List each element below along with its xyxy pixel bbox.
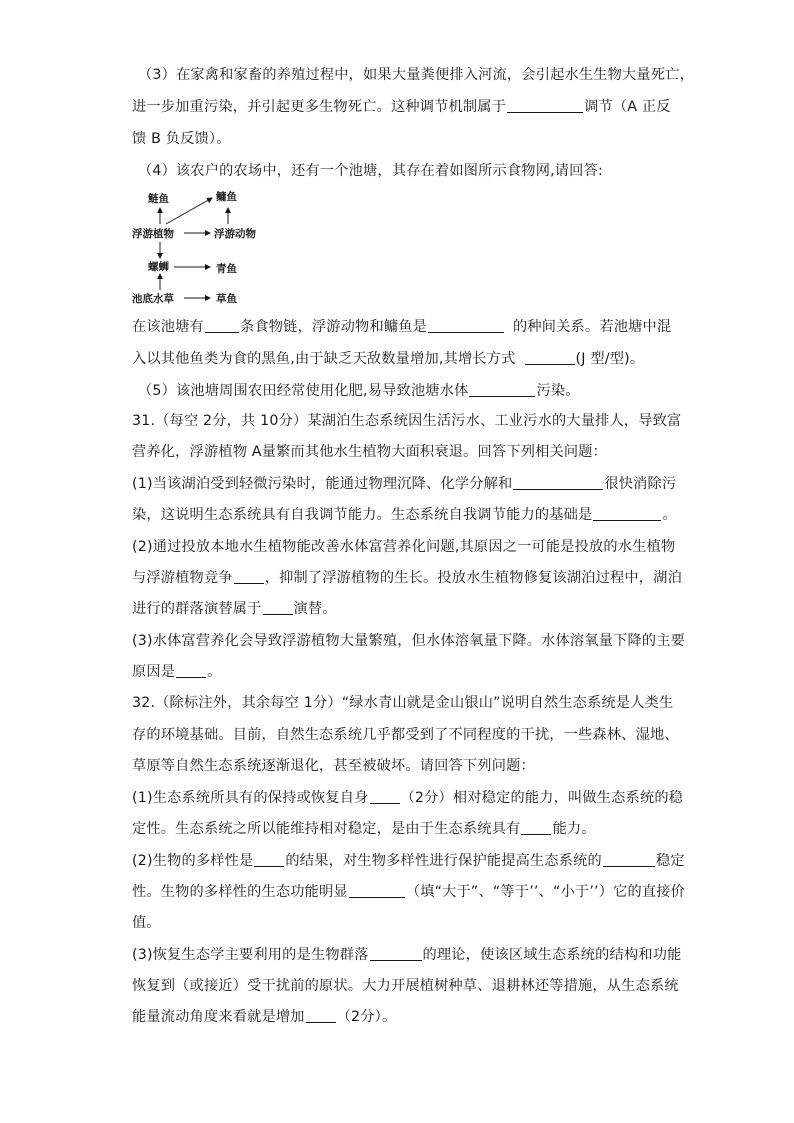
q31-p3-line-2 [132, 663, 222, 681]
q4-text-2a: 入以其他鱼类为食的黑鱼,由于缺乏天敌数量增加,其增长方式 [132, 351, 516, 367]
q31-line-1 [132, 412, 681, 430]
q31-p3-line-1 [132, 632, 685, 650]
q32-line-2 [132, 726, 679, 744]
q32-text-3: 草原等自然生态系统逐渐退化，甚至被破坏。请回答下列问题： [132, 758, 535, 774]
organism-fuyouzhiwu: 浮游植物 [132, 228, 174, 240]
q31-p1-line-1 [132, 475, 676, 493]
q4-line-1 [132, 318, 671, 336]
q32-p2-line-1 [132, 852, 685, 870]
q4-text-1b: 条食物链，浮游动物和鳙鱼是 [239, 319, 427, 335]
q32-text-p2-1b: 的结果，对生物多样性进行保护能提高生态系统的 [285, 853, 602, 869]
answer-blank[interactable] [428, 318, 504, 333]
q31-p2-line-3 [132, 600, 337, 618]
q32-text-p3-2: 恢复到（或接近）受干扰前的原状。大力开展植树种草、退耕林还等措施，从生态系统 [132, 978, 679, 994]
q31-text-p2-3a: 进行的群落演替属于 [132, 601, 262, 617]
q31-text-p3-1: (3)水体富营养化会导致浮游植物大量繁殖，但水体溶氧量下降。水体溶氧量下降的主要 [132, 633, 686, 649]
q31-p1-line-2 [132, 506, 677, 524]
answer-blank[interactable] [306, 1008, 336, 1023]
q32-p1-line-2 [132, 820, 596, 838]
answer-blank[interactable] [513, 475, 603, 490]
answer-blank[interactable] [205, 318, 239, 333]
q3-line-2 [132, 98, 671, 116]
organism-fuyoudongwu: 浮游动物 [214, 228, 256, 240]
answer-blank[interactable] [521, 820, 551, 835]
organism-yongyu: 鳙鱼 [216, 191, 237, 203]
q31-text-p3-2b: 。 [207, 664, 222, 680]
q32-text-p2-2b: （填“大于”、“等于’’、“小于’’）它的直接价 [405, 884, 686, 900]
answer-blank[interactable] [469, 382, 535, 397]
q31-p2-line-1 [132, 538, 675, 556]
q32-line-3 [132, 757, 535, 775]
answer-blank[interactable] [349, 883, 405, 898]
q32-p3-line-2 [132, 977, 679, 995]
q31-text-1: 31.（每空 2分，共 10分）某湖泊生态系统因生活污水、工业污水的大量排人，导致富 [132, 413, 682, 429]
answer-blank[interactable] [603, 852, 655, 867]
answer-blank[interactable] [370, 789, 400, 804]
answer-blank[interactable] [507, 98, 583, 113]
q31-text-2: 营养化，浮游植物 A量繁而其他水生植物大面积衰退。回答下列相关问题： [132, 444, 608, 460]
q31-text-p3-2a: 原因是 [132, 664, 176, 680]
q32-text-p2-1a: (2)生物的多样性是 [132, 853, 254, 869]
answer-blank[interactable] [254, 852, 284, 867]
q32-text-p1-2a: 定性。生态系统之所以能维持相对稳定，是由于生态系统具有 [132, 821, 521, 837]
q32-line-1 [132, 694, 673, 712]
answer-blank[interactable] [263, 600, 293, 615]
q32-text-p3-1a: (3)恢复生态学主要利用的是生物群落 [132, 947, 369, 963]
organism-chidishuicao: 池底水草 [132, 293, 174, 305]
q3-text-3: 馈 B 负反馈）。 [132, 131, 231, 147]
answer-blank[interactable] [593, 506, 661, 521]
q5-line-1 [138, 382, 580, 400]
q32-text-p3-1b: 的理论，使该区域生态系统的结构和功能 [422, 947, 682, 963]
q4-intro-text: （4）该农户的农场中，还有一个池塘，其存在着如图所示食物网,请回答: [138, 163, 603, 179]
q32-p3-line-1 [132, 946, 682, 964]
q3-text-1: （3）在家禽和家畜的养殖过程中，如果大量粪便排入河流，会引起水生生物大量死亡， [138, 67, 694, 83]
answer-blank[interactable] [370, 946, 422, 961]
q32-text-1: 32.（除标注外，其余每空 1分）“绿水青山就是金山银山”说明自然生态系统是人类生 [132, 695, 674, 711]
q31-text-p2-2a: 与浮游植物竞争 [132, 570, 233, 586]
q31-text-p1-2b: 。 [662, 507, 677, 523]
q4-text-2b: (J 型/型)。 [575, 351, 645, 367]
q32-text-2: 存的环境基础。目前，自然生态系统几乎都受到了不同程度的干扰，一些森林、湿地、 [132, 727, 679, 743]
q31-p2-line-2 [132, 569, 682, 587]
arrow-phyto-to-yongyu [166, 198, 212, 224]
q31-text-p2-3b: 演替。 [293, 601, 337, 617]
organism-qingyu: 青鱼 [216, 263, 237, 275]
answer-blank[interactable] [176, 663, 206, 678]
q32-p2-line-3 [132, 914, 161, 932]
food-web-diagram [130, 186, 270, 308]
q32-p1-line-1 [132, 789, 683, 807]
q3-line-1 [138, 66, 694, 84]
q5-text-1a: （5）该池塘周围农田经常使用化肥,易导致池塘水体 [138, 383, 469, 399]
q31-text-p1-1b: 很快消除污 [604, 476, 677, 492]
q4-line-2 [132, 350, 644, 368]
q32-text-p1-2b: 能力。 [552, 821, 596, 837]
q4-text-1c: 的种间关系。若池塘中混 [513, 319, 672, 335]
q32-text-p2-2a: 性。生物的多样性的生态功能明显 [132, 884, 348, 900]
q5-text-1b: 污染。 [536, 383, 580, 399]
q31-text-p1-2a: 染，这说明生态系统具有自我调节能力。生态系统自我调节能力的基础是 [132, 507, 593, 523]
q31-text-p1-1a: (1)当该湖泊受到轻微污染时，能通过物理沉降、化学分解和 [132, 476, 513, 492]
organism-caoyu: 草鱼 [216, 293, 237, 305]
q32-text-p2-3: 值。 [132, 915, 161, 931]
answer-blank[interactable] [234, 569, 264, 584]
q32-text-p1-1a: (1)生态系统所具有的保持或恢复自身 [132, 790, 369, 806]
q32-p2-line-2 [132, 883, 685, 901]
q32-text-p1-1b: （2分）相对稳定的能力，叫做生态系统的稳 [400, 790, 684, 806]
q32-text-p3-3b: （2分）。 [336, 1009, 397, 1025]
q32-text-p3-3a: 能量流动角度来看就是增加 [132, 1009, 305, 1025]
q4-intro [138, 162, 603, 180]
q3-text-2b: 调节（A 正反 [584, 99, 671, 115]
q32-text-p2-1c: 稳定 [655, 853, 685, 869]
q31-text-p2-2b: ，抑制了浮游植物的生长。投放水生植物修复该湖泊过程中，湖泊 [264, 570, 682, 586]
q3-line-3 [132, 130, 231, 148]
organism-lianyu: 鲢鱼 [148, 193, 169, 205]
q3-text-2a: 进一步加重污染，并引起更多生物死亡。这种调节机制属于 [132, 99, 507, 115]
q31-line-2 [132, 443, 607, 461]
organism-luosi: 螺蛳 [148, 261, 169, 273]
answer-blank[interactable] [525, 350, 575, 365]
q32-p3-line-3 [132, 1008, 396, 1026]
q31-text-p2-1: (2)通过投放本地水生植物能改善水体富营养化问题,其原因之一可能是投放的水生植物 [132, 539, 676, 555]
q4-text-1a: 在该池塘有 [132, 319, 204, 335]
